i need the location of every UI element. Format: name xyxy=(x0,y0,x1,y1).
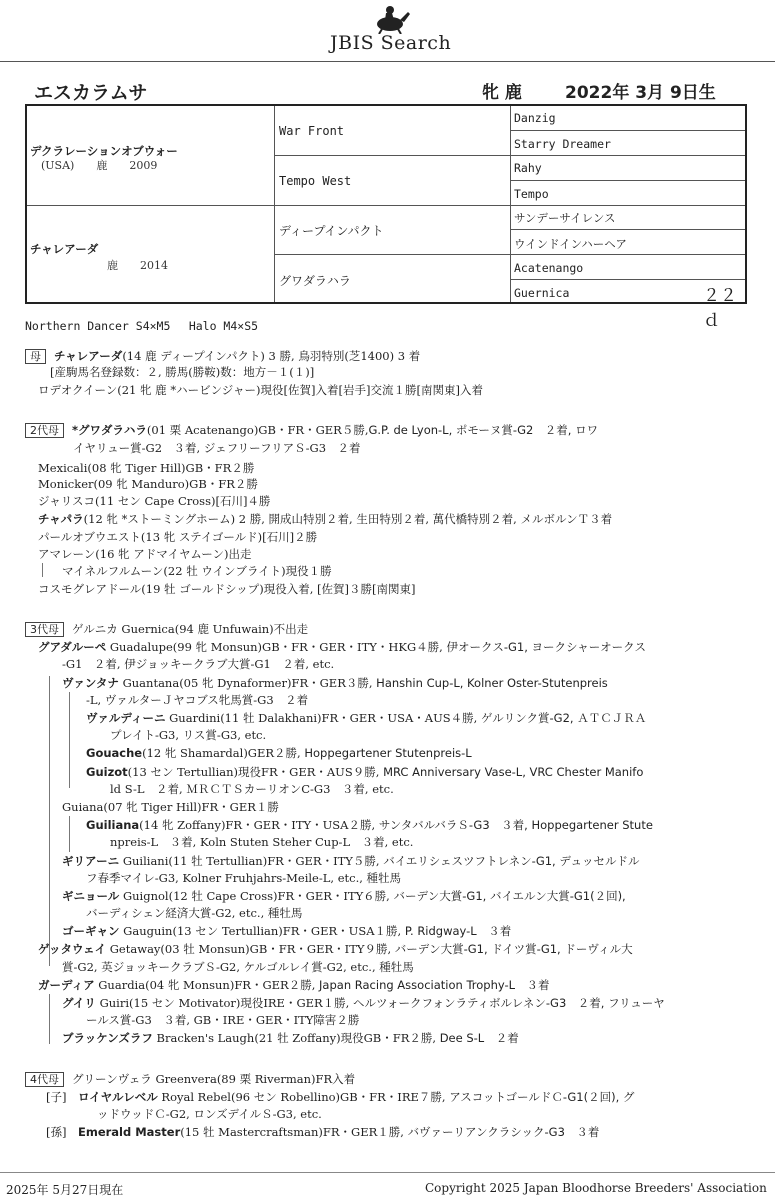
g2-foal-amalane[interactable]: アマレーン(16 牝 アドマイヤムーン)出走 xyxy=(38,547,252,561)
sire-dam[interactable]: Tempo West xyxy=(279,174,352,188)
sdd[interactable]: Tempo xyxy=(514,187,549,201)
dam-dam[interactable]: グワダラハラ xyxy=(279,274,351,288)
jbis-logo[interactable] xyxy=(330,4,460,54)
g3-guardini[interactable]: ヴァルディーニ Guardini(11 牡 Dalakhani)FR・GER・USA・AUS４勝, ゲルリンク賞-G2, ＡＴＣＪＲＡ xyxy=(86,711,647,725)
g3-guiliani[interactable]: ギリアーニ Guiliani(11 牡 Tertullian)FR・GER・ITY５勝, バイエリシェスツフトレネン-G1, デュッセルドル xyxy=(62,854,640,868)
g3-guiri-2: ールス賞-G3 ３着, GB・IRE・GER・ITY障害２勝 xyxy=(86,1013,360,1027)
g2-line2: イヤリュー賞-G2 ３着, ジェフリーフリアＳ-G3 ２着 xyxy=(73,441,361,455)
g3-line xyxy=(25,621,308,637)
footer-divider xyxy=(0,1172,775,1173)
g2-foal-chapala[interactable]: チャパラ(12 牝 *ストーミングホーム) 2 勝, 開成山特別２着, 生田特別２着, 萬代橋特別２着, メルボルンＴ３着 xyxy=(38,512,613,526)
footer-date: 2025年 5月27日現在 xyxy=(6,1183,124,1197)
dam-name-link[interactable]: チャレアーダ xyxy=(54,349,123,363)
g3-tag: 3代母 xyxy=(25,622,64,637)
sire-sire[interactable]: War Front xyxy=(279,124,345,138)
g3-guardini-2: プレイト-G3, リス賞-G3, etc. xyxy=(110,728,267,742)
sire-info: (USA) 鹿 2009 xyxy=(41,159,158,172)
dsd[interactable]: ウインドインハーヘア xyxy=(514,237,627,251)
g2-line: 2代母 *グワダラハラ(01 栗 Acatenango)GB・FR・GER５勝,G.P. de Lyon-L, ポモーヌ賞-G2 ２着, ロワ xyxy=(25,422,598,438)
g3-guiliani-2: フ春季マイレ-G3, Kolner Fruhjahrs-Meile-L, etc., 種牡馬 xyxy=(86,871,402,885)
dam-sire[interactable]: ディープインパクト xyxy=(279,224,384,238)
g3-guiana[interactable]: Guiana(07 牝 Tiger Hill)FR・GER１勝 xyxy=(62,800,279,814)
g4-name[interactable]: グリーンヴェラ Greenvera(89 栗 Riverman)FR入着 xyxy=(72,1072,356,1086)
g3-guignol-2: バーディシェン経済大賞-G2, etc., 種牡馬 xyxy=(86,906,303,920)
g3-brackens-laugh[interactable]: ブラッケンズラフ Bracken's Laugh(21 牡 Zoffany)現役GB・FR２勝, Dee S-L ２着 xyxy=(62,1031,519,1045)
ssd[interactable]: Starry Dreamer xyxy=(514,137,611,151)
g2-grandfoal[interactable]: マイネルフルムーン(22 牡 ウインブライト)現役１勝 xyxy=(62,564,332,578)
g3-getaway[interactable]: ゲッタウェイ Getaway(03 牡 Monsun)GB・FR・GER・ITY９勝, バーデン大賞-G1, ドイツ賞-G1, ドーヴィル大 xyxy=(38,942,633,956)
g2-foal-jalisco[interactable]: ジャリスコ(11 セン Cape Cross)[石川]４勝 xyxy=(38,494,271,508)
g4-royal-rebel-2: ッドウッドＣ-G2, ロンズデイルＳ-G3, etc. xyxy=(97,1107,322,1121)
horse-sex-color: 牝 鹿 xyxy=(482,83,522,103)
g3-guiliana-2: npreis-L ３着, Koln Stuten Steher Cup-L ３着, etc. xyxy=(110,835,414,849)
sds[interactable]: Rahy xyxy=(514,161,542,175)
dam-offspring-count: [産駒馬名登録数：２, 勝馬(勝鞍)数：地方－１(１)] xyxy=(50,365,315,379)
g3-getaway-2: 賞-G2, 英ジョッキークラブＳ-G2, ケルゴルレイ賞-G2, etc., 種牡馬 xyxy=(62,960,414,974)
g4-line xyxy=(25,1071,355,1087)
horse-birth-date: 2022年 3月 9日生 xyxy=(565,83,716,103)
ddd[interactable]: Guernica xyxy=(514,286,570,300)
g3-guantana[interactable]: ヴァンタナ Guantana(05 牝 Dynaformer)FR・GER３勝, Hanshin Cup-L, Kolner Oster-Stutenpreis xyxy=(62,676,608,690)
g3-guiri[interactable]: グイリ Guiri(15 セン Motivator)現役IRE・GER１勝, ヘルツォークフォンラティボルレネン-G3 ２着, フリューヤ xyxy=(62,996,665,1010)
family-number: ２２ｄ xyxy=(703,286,737,331)
g2-foal-monicker[interactable]: Monicker(09 牝 Manduro)GB・FR２勝 xyxy=(38,477,258,491)
dam-tag: 母 xyxy=(25,349,46,364)
g2-foal-cosmo[interactable]: コスモグレアドール(19 牡 ゴールドシップ)現役入着, [佐賀]３勝[南関東] xyxy=(38,582,416,596)
g3-name[interactable]: ゲルニカ Guernica(94 鹿 Unfuwain)不出走 xyxy=(72,622,309,636)
dds[interactable]: Acatenango xyxy=(514,261,584,275)
g3-gauguin[interactable]: ゴーギャン Gauguin(13 セン Tertullian)FR・GER・USA１勝, P. Ridgway-L ３着 xyxy=(62,924,512,938)
g4-emerald-master[interactable]: [孫] Emerald Master(15 牡 Mastercraftsman)FR・GER１勝, バヴァーリアンクラシック-G3 ３着 xyxy=(46,1125,600,1139)
g3-guiliana[interactable]: Guiliana(14 牝 Zoffany)FR・GER・ITY・USA２勝, サンタバルバラＳ-G3 ３着, Hoppegartener Stute xyxy=(86,818,653,832)
g2-name[interactable]: *グワダラハラ xyxy=(72,423,147,437)
dam-info: 鹿 2014 xyxy=(107,259,168,272)
g3-guardia[interactable]: ガーディア Guardia(04 牝 Monsun)FR・GER２勝, Japan Racing Association Trophy-L ３着 xyxy=(38,978,550,992)
g3-guantana-2: -L, ヴァルターＪヤコブス牝馬賞-G3 ２着 xyxy=(86,693,309,707)
g3-guignol[interactable]: ギニョール Guignol(12 牡 Cape Cross)FR・GER・ITY６勝, バーデン大賞-G1, バイエルン大賞-G1(２回), xyxy=(62,889,626,903)
g3-guizot-2: ld S-L ２着, ＭＲＣＴＳカーリオンC-G3 ３着, etc. xyxy=(110,782,394,796)
g3-guadalupe[interactable]: グアダルーペ Guadalupe(99 牝 Monsun)GB・FR・GER・ITY・HKG４勝, 伊オークス-G1, ヨークシャーオークス xyxy=(38,640,646,654)
horse-rider-icon xyxy=(370,4,412,34)
dss[interactable]: サンデーサイレンス xyxy=(514,211,616,225)
inbreeding-note: Northern Dancer S4×M5 Halo M4×S5 xyxy=(25,319,259,333)
g4-royal-rebel[interactable]: [子] ロイヤルレベル Royal Rebel(96 セン Robellino)GB・FR・IRE７勝, アスコットゴールドＣ-G1(２回), グ xyxy=(46,1090,635,1104)
sss[interactable]: Danzig xyxy=(514,111,556,125)
g3-guadalupe-2: -G1 ２着, 伊ジョッキークラブ大賞-G1 ２着, etc. xyxy=(62,657,335,671)
header-divider xyxy=(0,61,775,62)
dam-line: 母 チャレアーダ(14 鹿 ディープインパクト) 3 勝, 鳥羽特別(芝1400) 3 着 xyxy=(25,348,420,364)
sire-name[interactable]: デクラレーションオブウォー xyxy=(30,144,178,158)
g2-foal-pearl[interactable]: パールオブウエスト(13 牝 ステイゴールド)[石川]２勝 xyxy=(38,530,318,544)
g2-foal-mexicali[interactable]: Mexicali(08 牝 Tiger Hill)GB・FR２勝 xyxy=(38,461,255,475)
dam-foal-1[interactable]: ロデオクイーン(21 牝 鹿 *ハービンジャー)現役[佐賀]入着[岩手]交流１勝[南関東]入着 xyxy=(38,383,483,397)
g2-tag: 2代母 xyxy=(25,423,64,438)
logo-text: JBIS Search xyxy=(330,32,452,54)
horse-name: エスカラムサ xyxy=(34,82,148,104)
g3-gouache[interactable]: Gouache(12 牝 Shamardal)GER２勝, Hoppegartener Stutenpreis-L xyxy=(86,746,472,760)
dam-name[interactable]: チャレアーダ xyxy=(30,242,99,256)
footer-copyright: Copyright 2025 Japan Bloodhorse Breeders' Association xyxy=(425,1181,767,1195)
g3-guizot[interactable]: Guizot(13 セン Tertullian)現役FR・GER・AUS９勝, MRC Anniversary Vase-L, VRC Chester Manifo xyxy=(86,765,644,779)
g4-tag: 4代母 xyxy=(25,1072,64,1087)
